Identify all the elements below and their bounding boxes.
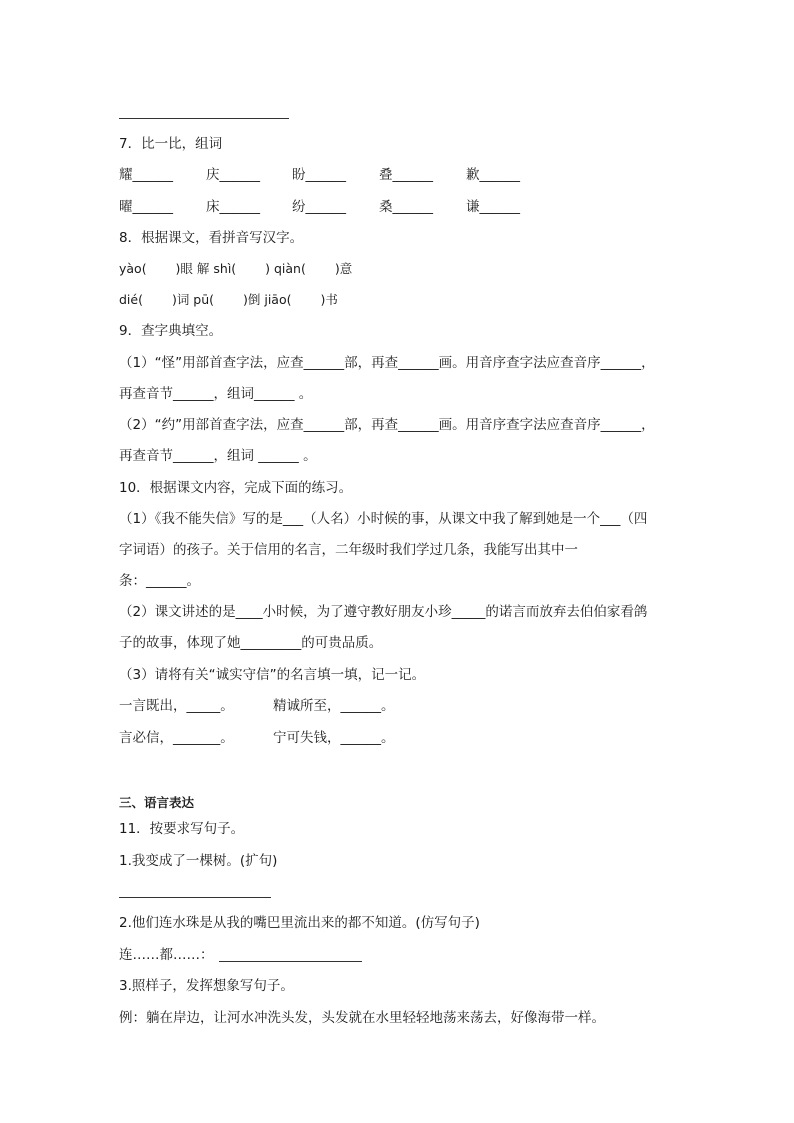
q7-r1-item: 叠______	[379, 167, 433, 183]
q7-r1-item: 耀______	[119, 167, 173, 183]
q10-saying-1: 一言既出，_____。	[119, 698, 234, 714]
q7-r1-item: 盼______	[292, 167, 346, 183]
q9-title: 9．查字典填空。	[119, 323, 223, 339]
q7-r2-item: 桑______	[379, 199, 433, 215]
q10-part2-line1: （2）课文讲述的是____小时候，为了遵守教好朋友小珍_____的诺言而放弃去伯伯家看鸽	[119, 604, 648, 620]
q7-r2-item: 曜______	[119, 199, 173, 215]
q11-item-1: 1.我变成了一棵树。(扩句)	[119, 853, 278, 869]
q11-item-2: 2.他们连水珠是从我的嘴巴里流出来的都不知道。(仿写句子)	[119, 915, 480, 931]
q10-title: 10．根据课文内容，完成下面的练习。	[119, 480, 353, 496]
q11-example: 例：躺在岸边，让河水冲洗头发，头发就在水里轻轻地荡来荡去，好像海带一样。	[119, 1010, 605, 1026]
q9-part1-line1: （1）“怪”用部首查字法，应查______部，再查______画。用音序查字法应查音序______，	[119, 355, 655, 371]
q10-part2-line2: 子的故事，体现了她_________的可贵品质。	[119, 635, 383, 651]
q8-title: 8．根据课文，看拼音写汉字。	[119, 230, 304, 246]
q11-title: 11．按要求写句子。	[119, 821, 245, 837]
q10-part1-line3: 条：______。	[119, 573, 200, 589]
q9-part1-line2: 再查音节______，组词______ 。	[119, 386, 313, 402]
q7-r2-item: 谦______	[466, 199, 520, 215]
q7-r1-item: 歉______	[466, 167, 520, 183]
q10-saying-3: 言必信，_______。	[119, 730, 234, 746]
q11-item-3: 3.照样子，发挥想象写句子。	[119, 978, 294, 994]
q10-saying-2: 精诚所至，______。	[273, 698, 395, 714]
q10-part1-line1: （1）《我不能失信》写的是___（人名）小时候的事，从课文中我了解到她是一个___（四	[119, 511, 648, 527]
q8-pinyin-line-1: yào( )眼 解 shì( ) qiàn( )意	[119, 261, 353, 276]
q10-part1-line2: 字词语）的孩子。关于信用的名言，二年级时我们学过几条，我能写出其中一	[119, 542, 578, 558]
q10-part3: （3）请将有关“诚实守信”的名言填一填，记一记。	[119, 667, 426, 683]
q8-pinyin-line-2: dié( )词 pū( )倒 jiāo( )书	[119, 292, 338, 307]
q11-answer-line-1	[119, 897, 271, 898]
q7-r1-item: 庆______	[206, 167, 260, 183]
q7-r2-item: 床______	[206, 199, 260, 215]
q7-r2-item: 纷______	[292, 199, 346, 215]
q9-part2-line1: （2）“约”用部首查字法，应查______部，再查______画。用音序查字法应查音序______，	[119, 417, 655, 433]
q11-answer-line-2	[219, 961, 362, 962]
q11-item-2-pattern: 连……都……：	[119, 947, 214, 963]
q7-title: 7．比一比，组词	[119, 136, 223, 152]
section-3-heading: 三、语言表达	[119, 795, 195, 810]
q10-saying-4: 宁可失钱，______。	[273, 730, 395, 746]
answer-line-top	[119, 118, 289, 119]
q9-part2-line2: 再查音节______，组词 ______ 。	[119, 448, 317, 464]
